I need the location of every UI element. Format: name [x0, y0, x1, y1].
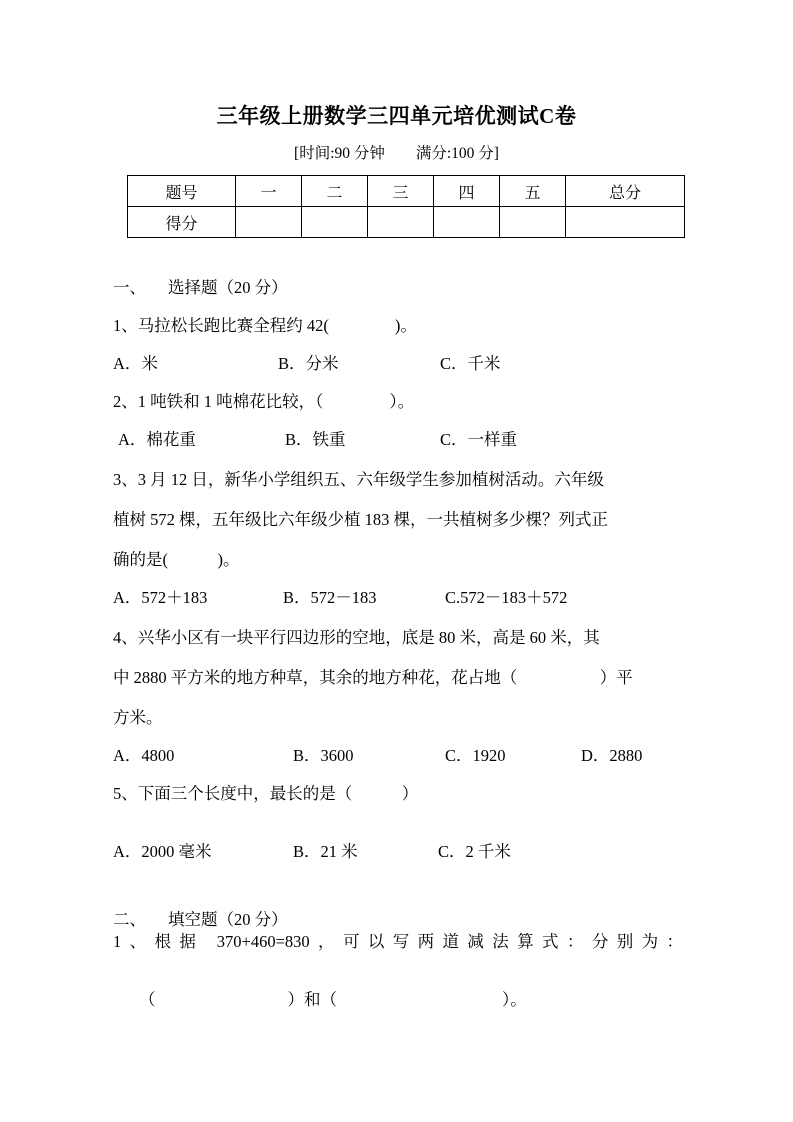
question-4-option-a[interactable]: A．4800: [113, 745, 175, 765]
fill-question-1-line1-text: 1、根据 370+460=830，可以写两道减法算式：分别为：: [113, 932, 683, 951]
question-3-text-line1: 3、3 月 12 日，新华小学组织五、六年级学生参加植树活动。六年级: [113, 469, 604, 489]
table-cell-section-3: 三: [368, 176, 434, 207]
question-2-option-b[interactable]: B．铁重: [285, 429, 346, 449]
section-2-title: 填空题（20 分）: [168, 909, 288, 929]
fill-question-1-line2: （ ）和（ ）。: [139, 989, 527, 1009]
question-3-option-b[interactable]: B．572－183: [283, 587, 377, 607]
question-4-text-line1: 4、兴华小区有一块平行四边形的空地，底是 80 米，高是 60 米，其: [113, 627, 600, 647]
table-cell-score-2[interactable]: [302, 207, 368, 238]
question-5-text: 5、下面三个长度中，最长的是（ ）: [113, 783, 419, 803]
question-1-option-b[interactable]: B．分米: [278, 353, 339, 373]
question-5-options: [113, 822, 685, 860]
question-1-options: [113, 334, 685, 372]
question-5-option-b[interactable]: B．21 米: [293, 841, 358, 861]
question-4-text-line3: 方米。: [113, 707, 163, 727]
table-cell-section-4: 四: [434, 176, 500, 207]
table-row-header: [128, 176, 685, 207]
question-3-option-c[interactable]: C.572－183＋572: [445, 587, 568, 607]
table-row-score: [128, 207, 685, 238]
page-title: 三年级上册数学三四单元培优测试C卷: [216, 104, 577, 128]
table-cell-section-5: 五: [500, 176, 566, 207]
question-4-options: [113, 726, 685, 764]
table-cell-section-1: 一: [236, 176, 302, 207]
question-1-option-c[interactable]: C．千米: [440, 353, 501, 373]
question-4-text-line2: 中 2880 平方米的地方种草，其余的地方种花，花占地（ ）平: [113, 667, 633, 687]
question-3-options: [113, 568, 685, 606]
section-heading-1: [113, 258, 685, 296]
question-2-options: [113, 410, 685, 448]
question-2-text: 2、1 吨铁和 1 吨棉花比较，（ ）。: [113, 391, 415, 411]
table-cell-score-total[interactable]: [566, 207, 685, 238]
question-4-option-d[interactable]: D．2880: [581, 745, 643, 765]
question-5-option-c[interactable]: C．2 千米: [438, 841, 511, 861]
exam-info-line: [时间:90 分钟 满分:100 分]: [294, 145, 499, 162]
table-cell-question-label: 题号: [128, 176, 236, 207]
spacer-before-q5-options: [113, 802, 685, 822]
table-cell-score-3[interactable]: [368, 207, 434, 238]
table-cell-total-label: 总分: [566, 176, 685, 207]
question-4-option-b[interactable]: B．3600: [293, 745, 354, 765]
question-5-option-a[interactable]: A．2000 毫米: [113, 841, 212, 861]
spacer-before-section-2: [113, 860, 685, 890]
question-3-option-a[interactable]: A．572＋183: [113, 587, 208, 607]
question-2-option-c[interactable]: C．一样重: [440, 429, 518, 449]
section-1-title: 选择题（20 分）: [168, 277, 288, 297]
table-cell-score-label: 得分: [128, 207, 236, 238]
table-cell-section-2: 二: [302, 176, 368, 207]
table-cell-score-1[interactable]: [236, 207, 302, 238]
section-heading-2: [113, 890, 685, 928]
score-table: [127, 175, 685, 238]
section-2-number: 二、: [113, 909, 146, 929]
question-3-text-line2: 植树 572 棵，五年级比六年级少植 183 棵，一共植树多少棵？列式正: [113, 509, 608, 529]
question-1-option-a[interactable]: A．米: [113, 353, 158, 373]
exam-body: [113, 258, 685, 1008]
question-1-text: 1、马拉松长跑比赛全程约 42( )。: [113, 315, 417, 335]
question-4-option-c[interactable]: C．1920: [445, 745, 506, 765]
question-3-text-line3: 确的是( )。: [113, 549, 240, 569]
table-cell-score-5[interactable]: [500, 207, 566, 238]
fill-question-1-line1: [113, 928, 683, 968]
section-1-number: 一、: [113, 277, 146, 297]
table-cell-score-4[interactable]: [434, 207, 500, 238]
question-2-option-a[interactable]: A．棉花重: [118, 429, 196, 449]
